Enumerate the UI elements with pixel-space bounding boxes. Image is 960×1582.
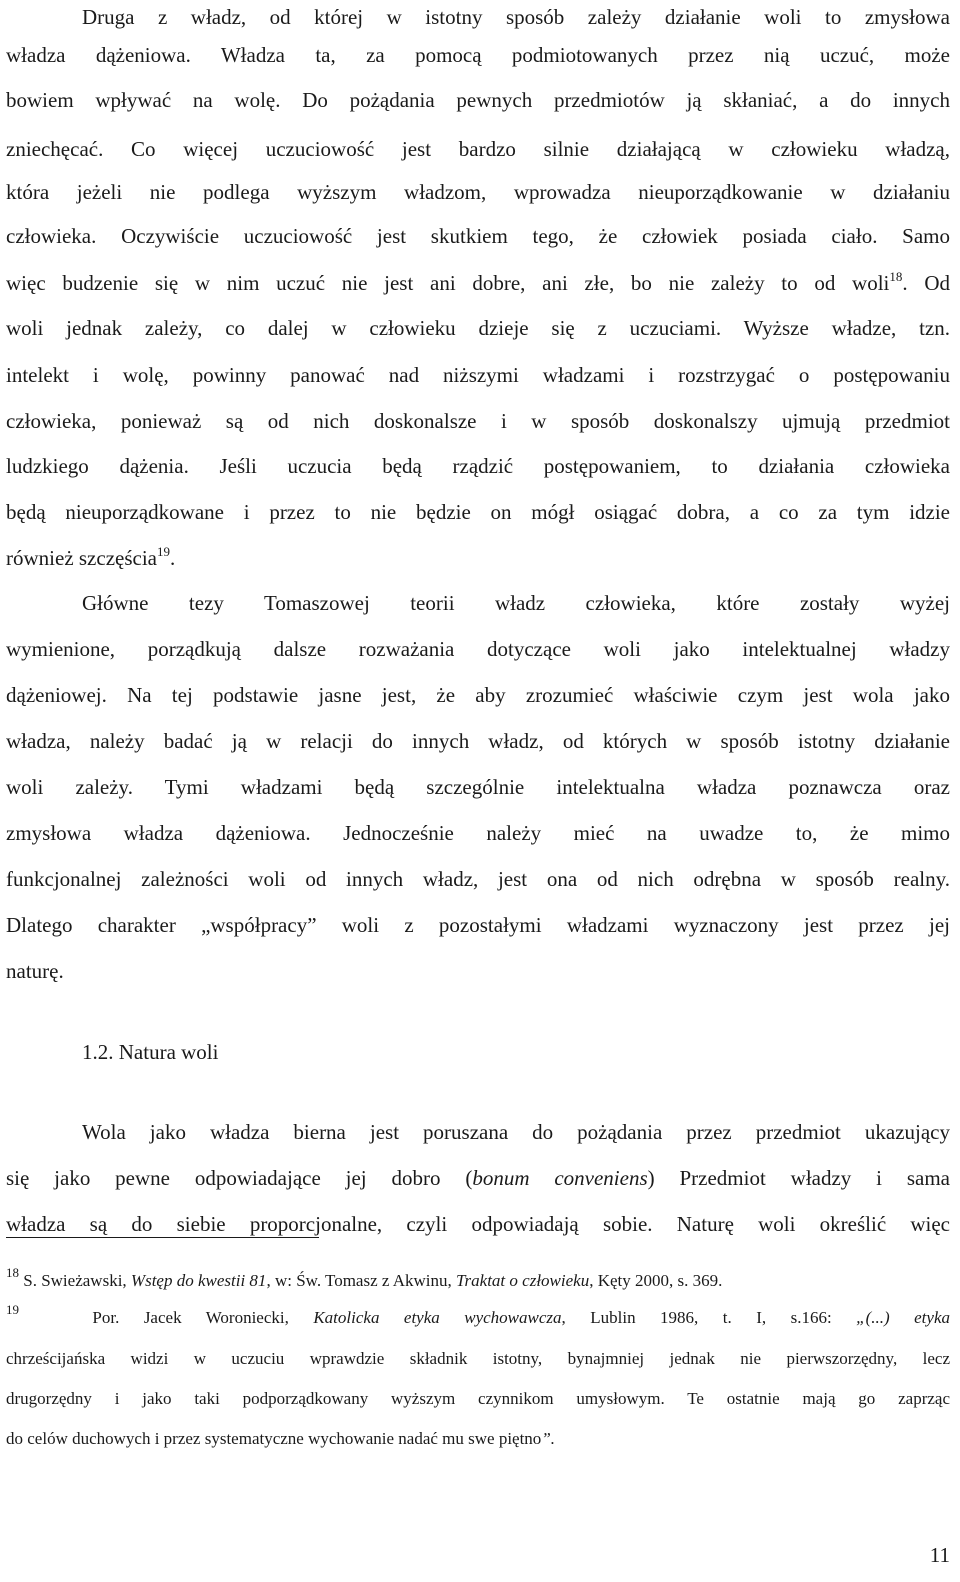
- footnote-ref-18[interactable]: 18: [889, 269, 903, 284]
- paragraph-2-line-4: władza, należy badać ją w relacji do innych władz, od których w sposób istotny działanie: [6, 729, 950, 753]
- footnote-number-18: 18: [6, 1265, 19, 1280]
- section-heading: 1.2. Natura woli: [82, 1040, 219, 1064]
- footnote-text: , Lublin 1986, t. I, s.166:: [561, 1308, 857, 1327]
- footnote-quote-end: ”.: [541, 1429, 556, 1448]
- footnote-18: [6, 1265, 950, 1294]
- paragraph-1-line-12: będą nieuporządkowane i przez to nie będzie on mógł osiągać dobra, a co za tym idzie: [6, 500, 950, 524]
- paragraph-1-line-13: [6, 543, 950, 573]
- paragraph-1-line-11: ludzkiego dążenia. Jeśli uczucia będą rządzić postępowaniem, to działania człowieka: [6, 454, 950, 478]
- footnote-text: , w: Św. Tomasz z Akwinu,: [266, 1271, 457, 1290]
- paragraph-1-line-5: która jeżeli nie podlega wyższym władzom, wprowadza nieuporządkowanie w działaniu: [6, 180, 950, 204]
- paragraph-1-line-3: bowiem wpływać na wolę. Do pożądania pewnych przedmiotów ją skłaniać, a do innych: [6, 88, 950, 112]
- footnote-text: S. Swieżawski,: [23, 1271, 131, 1290]
- line-text-end: . Od: [902, 271, 950, 295]
- line-text-end: .: [170, 546, 176, 570]
- line-text: więc budzenie się w nim uczuć nie jest ani dobre, ani złe, bo nie zależy to od woli: [6, 271, 890, 295]
- paragraph-3-line-2: [6, 1163, 950, 1193]
- paragraph-1-line-7: [6, 268, 950, 298]
- paragraph-1-line-1: Druga z władz, od której w istotny sposób zależy działanie woli to zmysłowa: [82, 5, 950, 29]
- paragraph-1-line-8: woli jednak zależy, co dalej w człowieku dzieje się z uczuciami. Wyższe władze, tzn.: [6, 316, 950, 340]
- footnote-text: Por. Jacek Woroniecki,: [92, 1308, 314, 1327]
- paragraph-2-line-7: funkcjonalnej zależności woli od innych władz, jest ona od nich odrębna w sposób realny.: [6, 867, 950, 891]
- paragraph-2-line-3: dążeniowej. Na tej podstawie jasne jest, że aby zrozumieć właściwie czym jest wola jako: [6, 683, 950, 707]
- footnote-text: , Kęty 2000, s. 369.: [589, 1271, 723, 1290]
- paragraph-1-line-4: zniechęcać. Co więcej uczuciowość jest bardzo silnie działającą w człowieku władzą,: [6, 137, 950, 161]
- footnote-19-line-1: [6, 1302, 950, 1331]
- footnote-title: Traktat o człowieku: [456, 1271, 590, 1290]
- paragraph-2-line-6: zmysłowa władza dążeniowa. Jednocześnie należy mieć na uwadze to, że mimo: [6, 821, 950, 845]
- paragraph-1-line-2: władza dążeniowa. Władza ta, za pomocą podmiotowanych przez nią uczuć, może: [6, 43, 950, 67]
- footnote-text: do celów duchowych i przez systematyczne wychowanie nadać mu swe piętno: [6, 1429, 542, 1448]
- line-text: również szczęścia: [6, 546, 157, 570]
- footnote-title: Wstęp do kwestii 81: [130, 1271, 267, 1290]
- footnote-separator: [6, 1237, 319, 1238]
- footnote-number-19: 19: [6, 1302, 19, 1317]
- page-number: 11: [929, 1543, 950, 1567]
- paragraph-2-line-1: Główne tezy Tomaszowej teorii władz człowieka, które zostały wyżej: [82, 591, 950, 615]
- footnote-19-line-3: drugorzędny i jako taki podporządkowany wyższym czynnikom umysłowym. Te ostatnie mają go zaprząc: [6, 1389, 950, 1408]
- latin-term: bonum conveniens: [472, 1166, 648, 1190]
- paragraph-3-line-3: władza są do siebie proporcjonalne, czyli odpowiadają sobie. Naturę woli określić więc: [6, 1212, 950, 1236]
- paragraph-1-line-6: człowieka. Oczywiście uczuciowość jest skutkiem tego, że człowiek posiada ciało. Samo: [6, 224, 950, 248]
- paragraph-2-line-8: Dlatego charakter „współpracy” woli z pozostałymi władzami wyznaczony jest przez jej: [6, 913, 950, 937]
- paragraph-2-line-9: naturę.: [6, 959, 64, 983]
- paragraph-1-line-9: intelekt i wolę, powinny panować nad niższymi władzami i rozstrzygać o postępowaniu: [6, 363, 950, 387]
- paragraph-3-line-1: Wola jako władza bierna jest poruszana do pożądania przez przedmiot ukazujący: [82, 1120, 950, 1144]
- paragraph-2-line-2: wymienione, porządkują dalsze rozważania dotyczące woli jako intelektualnej władzy: [6, 637, 950, 661]
- footnote-19-line-4: [6, 1426, 950, 1452]
- paragraph-2-line-5: woli zależy. Tymi władzami będą szczególnie intelektualna władza poznawcza oraz: [6, 775, 950, 799]
- line-text: się jako pewne odpowiadające jej dobro (: [6, 1166, 473, 1190]
- line-text-end: ) Przedmiot władzy i sama: [647, 1166, 950, 1190]
- footnote-quote-start: „(...) etyka: [856, 1308, 950, 1327]
- footnote-ref-19[interactable]: 19: [157, 544, 170, 559]
- footnote-title: Katolicka etyka wychowawcza: [313, 1308, 562, 1327]
- paragraph-1-line-10: człowieka, ponieważ są od nich doskonalsze i w sposób doskonalszy ujmują przedmiot: [6, 409, 950, 433]
- footnote-19-line-2: chrześcijańska widzi w uczuciu wprawdzie składnik istotny, bynajmniej jednak nie pierwszorzędny, lecz: [6, 1349, 950, 1368]
